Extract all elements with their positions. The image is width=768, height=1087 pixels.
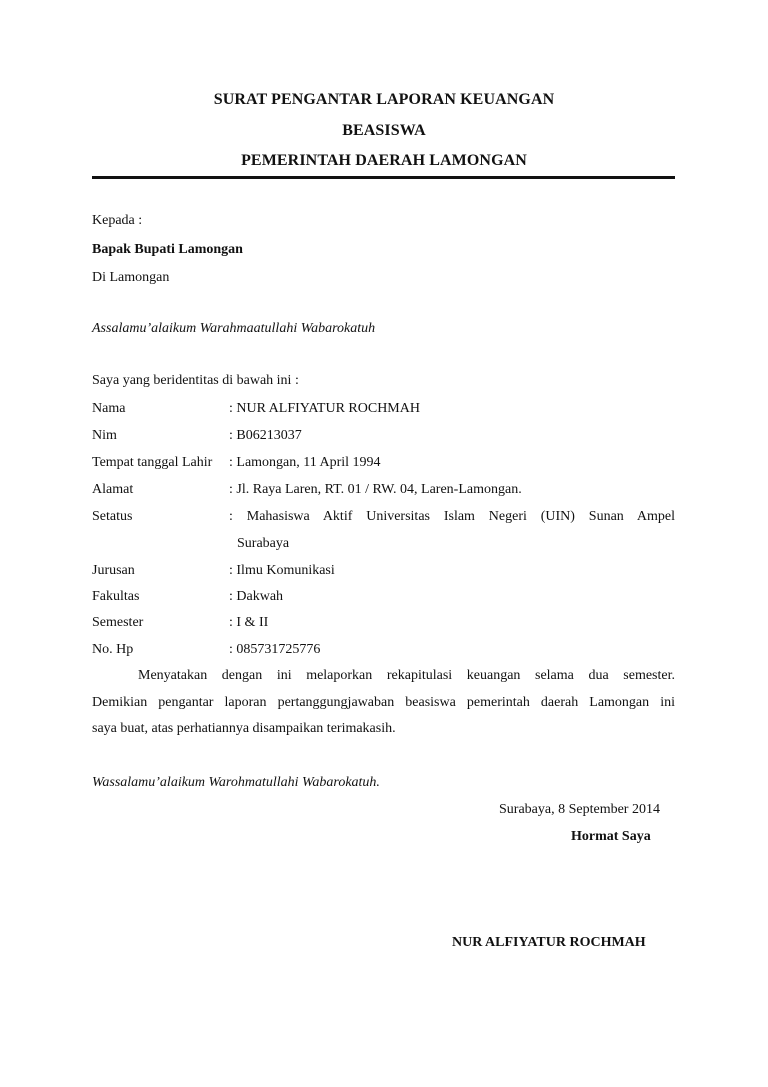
identity-label-nama: Nama	[92, 401, 126, 416]
identity-value-jurusan: : Ilmu Komunikasi	[229, 563, 335, 578]
identity-value-fakultas: : Dakwah	[229, 589, 284, 604]
document-subtitle: BEASISWA	[342, 122, 426, 139]
body-line-1: Menyatakan dengan ini melaporkan rekapitulasi keuangan selama dua semester.	[138, 668, 675, 683]
greeting: Assalamu’alaikum Warahmaatullahi Wabarokatuh	[92, 321, 376, 336]
identity-label-fakultas: Fakultas	[92, 589, 140, 604]
identity-label-alamat: Alamat	[92, 482, 134, 497]
identity-label-nohp: No. Hp	[92, 642, 134, 657]
recipient-label: Kepada :	[92, 213, 143, 228]
recipient-name: Bapak Bupati Lamongan	[92, 242, 243, 257]
document-institution: PEMERINTAH DAERAH LAMONGAN	[241, 152, 527, 169]
identity-label-semester: Semester	[92, 615, 144, 630]
identity-value-ttl: : Lamongan, 11 April 1994	[229, 455, 381, 470]
closing-greeting: Wassalamu’alaikum Warohmatullahi Wabarokatuh.	[92, 775, 380, 790]
identity-label-jurusan: Jurusan	[92, 563, 135, 578]
signatory-name: NUR ALFIYATUR ROCHMAH	[452, 935, 646, 950]
identity-value-alamat: : Jl. Raya Laren, RT. 01 / RW. 04, Laren-Lamongan.	[229, 482, 522, 497]
recipient-place: Di Lamongan	[92, 270, 170, 285]
identity-label-ttl: Tempat tanggal Lahir	[92, 455, 213, 470]
identity-value-semester: : I & II	[229, 615, 269, 630]
identity-value-status: : Mahasiswa Aktif Universitas Islam Negeri (UIN) Sunan Ampel	[229, 509, 675, 524]
place-date: Surabaya, 8 September 2014	[499, 802, 660, 817]
identity-value-nohp: : 085731725776	[229, 642, 321, 657]
identity-label-nim: Nim	[92, 428, 117, 443]
body-line-2: Demikian pengantar laporan pertanggungjawaban beasiswa pemerintah daerah Lamongan ini	[92, 695, 675, 710]
identity-value-nama: : NUR ALFIYATUR ROCHMAH	[229, 401, 420, 416]
header-divider	[92, 176, 675, 179]
identity-value-status-cont: Surabaya	[237, 536, 290, 551]
identity-label-status: Setatus	[92, 509, 133, 524]
document-title: SURAT PENGANTAR LAPORAN KEUANGAN	[213, 91, 555, 108]
intro-text: Saya yang beridentitas di bawah ini :	[92, 373, 299, 388]
identity-value-nim: : B06213037	[229, 428, 302, 443]
body-line-3: saya buat, atas perhatiannya disampaikan terimakasih.	[92, 721, 396, 736]
regards: Hormat Saya	[571, 829, 651, 844]
